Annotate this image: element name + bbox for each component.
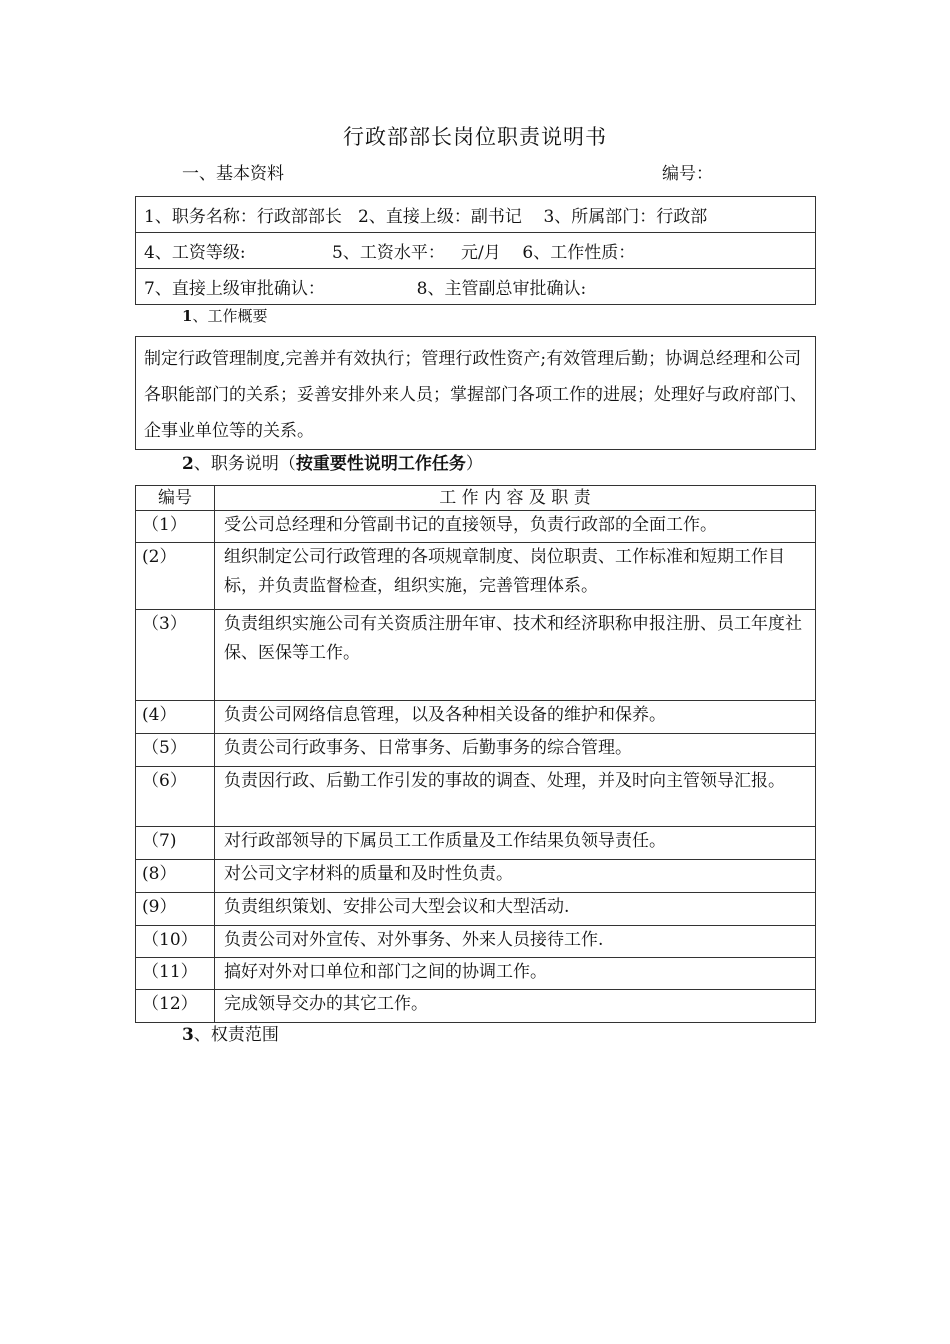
basic-info-table [135,196,816,305]
section1-number: 1 [182,307,193,325]
basic-info-row3: 7、直接上级审批确认： 8、主管副总审批确认: [136,269,816,305]
duty-row-num: （5） [136,734,215,767]
section2-title: 、职务说明（ [193,454,296,474]
duty-header-content: 工 作 内 容 及 职 责 [215,486,816,511]
duty-row-num: （3） [136,610,215,701]
duty-row-num: （7) [136,827,215,860]
table-row [136,734,816,767]
duty-row-num: （10） [136,926,215,958]
section1-heading [182,305,267,327]
duty-row-num: （12） [136,990,215,1023]
basic-info-row1: 1、职务名称：行政部部长 2、直接上级：副书记 3、所属部门：行政部 [136,197,816,233]
section2-title-bold: 按重要性说明工作任务 [295,454,466,474]
table-row [136,958,816,990]
duty-row-text: 负责公司对外宣传、对外事务、外来人员接待工作. [215,926,816,958]
table-row [136,827,816,860]
duty-row-num: （6） [136,767,215,827]
table-row [136,610,816,701]
section-basic-info-heading: 一、基本资料 [182,164,284,184]
duty-row-text: 负责组织策划、安排公司大型会议和大型活动. [215,893,816,926]
duty-row-text: 完成领导交办的其它工作。 [215,990,816,1023]
table-row [136,543,816,610]
duty-header-num: 编号 [136,486,215,511]
duty-table-header [136,486,816,511]
duty-row-text: 组织制定公司行政管理的各项规章制度、岗位职责、工作标准和短期工作目标，并负责监督检查，组织实施，完善管理体系。 [215,543,816,610]
duty-row-text: 负责因行政、后勤工作引发的事故的调查、处理，并及时向主管领导汇报。 [215,767,816,827]
table-row [136,511,816,543]
table-row [136,990,816,1023]
section2-number: 2 [182,454,194,474]
work-summary-box: 制定行政管理制度,完善并有效执行；管理行政性资产;有效管理后勤；协调总经理和公司各职能部门的关系；妥善安排外来人员；掌握部门各项工作的进展；处理好与政府部门、企事业单位等的关系。 [135,336,816,450]
duty-row-num: （1） [136,511,215,543]
document-title: 行政部部长岗位职责说明书 [343,125,607,149]
document-code-label: 编号： [662,164,713,184]
section3-heading [182,1024,279,1046]
duty-row-num: (9） [136,893,215,926]
duty-row-text: 受公司总经理和分管副书记的直接领导，负责行政部的全面工作。 [215,511,816,543]
duty-row-text: 负责公司行政事务、日常事务、后勤事务的综合管理。 [215,734,816,767]
duty-row-text: 负责公司网络信息管理，以及各种相关设备的维护和保养。 [215,701,816,734]
duty-row-num: （11） [136,958,215,990]
section1-title: 、工作概要 [192,307,268,325]
duty-row-text: 对行政部领导的下属员工工作质量及工作结果负领导责任。 [215,827,816,860]
basic-info-row [136,197,816,233]
duty-row-text: 负责组织实施公司有关资质注册年审、技术和经济职称申报注册、员工年度社保、医保等工作。 [215,610,816,701]
table-row [136,701,816,734]
duty-row-num: (8） [136,860,215,893]
table-row [136,767,816,827]
section2-heading [182,453,483,475]
basic-info-row [136,269,816,305]
section2-title-close: ） [465,454,483,474]
table-row [136,926,816,958]
basic-info-row [136,233,816,269]
section3-number: 3 [182,1025,194,1045]
duty-row-text: 对公司文字材料的质量和及时性负责。 [215,860,816,893]
duty-row-num: (4） [136,701,215,734]
duty-table [135,485,816,1023]
basic-info-row2: 4、工资等级: 5、工资水平： 元/月 6、工作性质： [136,233,816,269]
table-row [136,893,816,926]
table-row [136,860,816,893]
duty-row-text: 搞好对外对口单位和部门之间的协调工作。 [215,958,816,990]
duty-row-num: (2） [136,543,215,610]
section3-title: 、权责范围 [193,1025,279,1045]
